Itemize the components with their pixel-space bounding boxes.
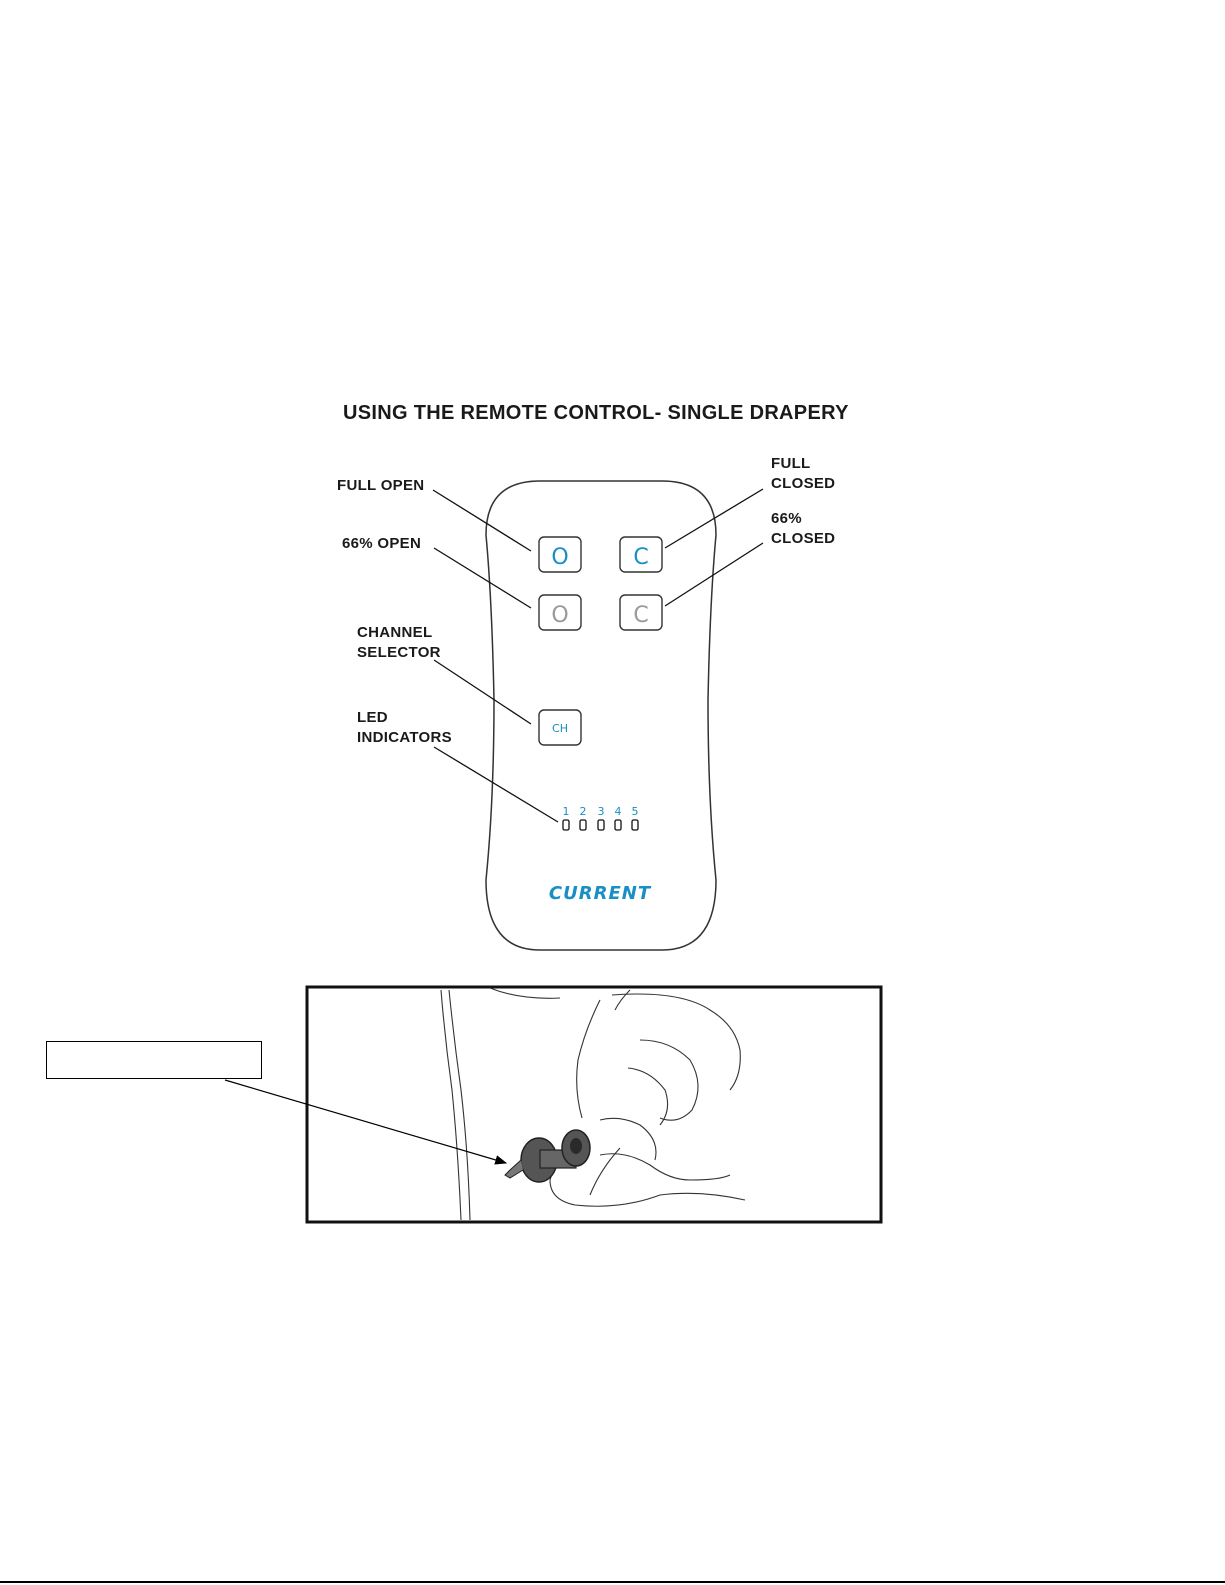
led-number-5: 5	[631, 805, 639, 818]
full-closed-button-label: C	[633, 545, 649, 570]
callout-led-line1: LED	[357, 709, 388, 726]
callout-66-closed-line1: 66%	[771, 510, 802, 527]
remote-body	[486, 481, 716, 950]
callout-channel-line1: CHANNEL	[357, 624, 433, 641]
led-indicator-2	[580, 820, 586, 830]
led-number-2: 2	[579, 805, 587, 818]
led-indicator-1	[563, 820, 569, 830]
led-indicator-5	[632, 820, 638, 830]
callout-full-closed-line1: FULL	[771, 455, 811, 472]
empty-label-box	[46, 1041, 262, 1079]
channel-selector-button-label: CH	[552, 722, 568, 735]
full-closed-button[interactable]	[620, 537, 662, 572]
led-indicator-3	[598, 820, 604, 830]
callout-led-line2: INDICATORS	[357, 729, 452, 746]
callout-66-closed-line2: CLOSED	[771, 530, 836, 547]
led-indicator-4	[615, 820, 621, 830]
callout-channel-line2: SELECTOR	[357, 644, 441, 661]
full-open-button[interactable]	[539, 537, 581, 572]
66-closed-button[interactable]	[620, 595, 662, 630]
channel-selector-button[interactable]	[539, 710, 581, 745]
66-open-button[interactable]	[539, 595, 581, 630]
callout-66-open-text: 66% OPEN	[342, 535, 422, 552]
brand-logo: CURRENT	[548, 883, 652, 904]
page-title: USING THE REMOTE CONTROL- SINGLE DRAPERY	[343, 402, 849, 424]
led-number-1: 1	[562, 805, 570, 818]
led-number-3: 3	[597, 805, 605, 818]
callout-full-closed-line2: CLOSED	[771, 475, 836, 492]
callout-full-open-text: FULL OPEN	[337, 477, 425, 494]
full-open-button-label: O	[551, 545, 569, 570]
led-number-4: 4	[614, 805, 622, 818]
66-open-button-label: O	[551, 603, 569, 628]
footer-rule	[0, 1581, 1225, 1583]
66-closed-button-label: C	[633, 603, 649, 628]
